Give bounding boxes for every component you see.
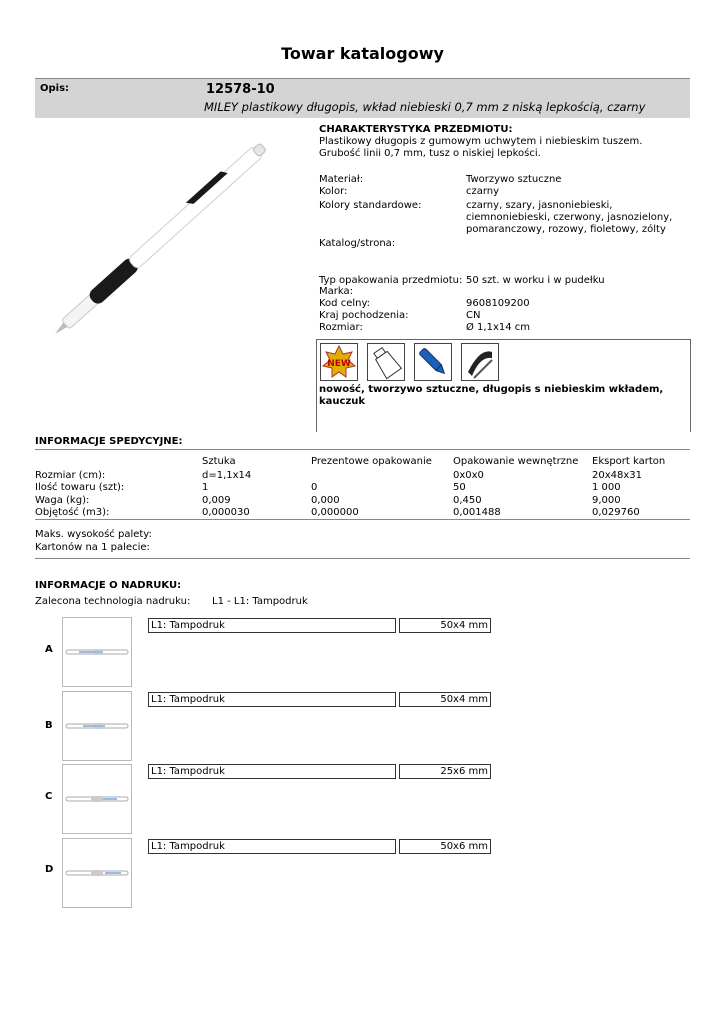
printing-heading: INFORMACJE O NADRUKU:	[35, 580, 182, 591]
table-row-label: Waga (kg):	[35, 495, 90, 506]
color-label: Kolor:	[319, 186, 348, 197]
position-letter-b: B	[45, 720, 53, 731]
page-title: Towar katalogowy	[281, 44, 444, 63]
position-letter-a: A	[45, 644, 53, 655]
column-header-export-carton: Eksport karton	[592, 456, 666, 467]
table-cell: 0,000	[311, 495, 340, 506]
color-value: czarny	[466, 186, 500, 197]
column-header-gift-pack: Prezentowe opakowanie	[311, 456, 432, 467]
table-cell: 50	[453, 482, 466, 493]
size-label: Rozmiar:	[319, 322, 363, 333]
pen-body	[128, 145, 264, 269]
position-letter-c: C	[45, 791, 53, 802]
table-row-label: Objętość (m3):	[35, 507, 110, 518]
table-cell: 0x0x0	[453, 470, 484, 481]
print-method-c: L1: Tampodruk	[148, 764, 396, 779]
size-value: Ø 1,1x14 cm	[466, 322, 531, 333]
svg-text:NEW: NEW	[327, 359, 351, 369]
shipping-heading: INFORMACJE SPEDYCYJNE:	[35, 436, 183, 447]
print-size-c: 25x6 mm	[399, 764, 491, 779]
material-label: Materiał:	[319, 174, 364, 185]
standard-colors-line-1: czarny, szary, jasnoniebieski,	[466, 200, 613, 211]
print-technology-value: L1 - L1: Tampodruk	[212, 596, 308, 607]
print-size-a: 50x4 mm	[399, 618, 491, 633]
catalog-label: Katalog/strona:	[319, 238, 396, 249]
package-type-value: 50 szt. w worku i w pudełku	[466, 275, 605, 286]
table-cell: 0,000000	[311, 507, 359, 518]
print-size-d: 50x6 mm	[399, 839, 491, 854]
print-position-thumbnail-a	[62, 617, 132, 687]
characteristics-text-1: Plastikowy długopis z gumowym uchwytem i niebieskim tuszem.	[319, 136, 643, 147]
standard-colors-line-2: ciemnoniebieski, czerwony, jasnozielony,	[466, 212, 673, 223]
product-code: 12578-10	[206, 82, 275, 97]
table-cell: 9,000	[592, 495, 621, 506]
shipping-divider	[35, 449, 690, 450]
column-header-piece: Sztuka	[202, 456, 236, 467]
shipping-table-divider	[35, 519, 690, 520]
table-cell: 0	[311, 482, 318, 493]
rubber-grip-icon	[461, 343, 499, 381]
table-cell: 0,001488	[453, 507, 501, 518]
position-letter-d: D	[45, 864, 54, 875]
characteristics-heading: CHARAKTERYSTYKA PRZEDMIOTU:	[319, 124, 513, 135]
customs-code-label: Kod celny:	[319, 298, 371, 309]
origin-label: Kraj pochodzenia:	[319, 310, 409, 321]
print-size-b: 50x4 mm	[399, 692, 491, 707]
opis-label: Opis:	[40, 83, 70, 94]
table-cell: 1 000	[592, 482, 621, 493]
standard-colors-label: Kolory standardowe:	[319, 200, 422, 211]
print-position-thumbnail-b	[62, 691, 132, 761]
characteristics-text-2: Grubość linii 0,7 mm, tusz o niskiej lepkości.	[319, 148, 541, 159]
new-badge-icon	[320, 343, 358, 381]
table-cell: 0,029760	[592, 507, 640, 518]
table-row-label: Rozmiar (cm):	[35, 470, 106, 481]
print-method-b: L1: Tampodruk	[148, 692, 396, 707]
standard-colors-line-3: pomaranczowy, rozowy, fioletowy, zólty	[466, 224, 666, 235]
blue-ink-refill-icon	[414, 343, 452, 381]
product-description: MILEY plastikowy długopis, wkład niebieski 0,7 mm z niską lepkością, czarny	[204, 100, 646, 114]
table-cell: 0,000030	[202, 507, 250, 518]
table-cell: 0,450	[453, 495, 482, 506]
brand-label: Marka:	[319, 286, 353, 297]
table-row-label: Ilość towaru (szt):	[35, 482, 125, 493]
print-method-a: L1: Tampodruk	[148, 618, 396, 633]
cartons-per-pallet-label: Kartonów na 1 palecie:	[35, 542, 150, 553]
table-cell: 1	[202, 482, 209, 493]
column-header-inner-pack: Opakowanie wewnętrzne	[453, 456, 579, 467]
print-method-d: L1: Tampodruk	[148, 839, 396, 854]
table-cell: 0,009	[202, 495, 231, 506]
material-value: Tworzywo sztuczne	[466, 174, 562, 185]
origin-value: CN	[466, 310, 481, 321]
table-cell: 20x48x31	[592, 470, 643, 481]
product-pen-image	[40, 138, 310, 348]
print-position-thumbnail-d	[62, 838, 132, 908]
customs-code-value: 9608109200	[466, 298, 530, 309]
print-technology-label: Zalecona technologia nadruku:	[35, 596, 191, 607]
table-cell: d=1,1x14	[202, 470, 252, 481]
package-type-label: Typ opakowania przedmiotu:	[319, 275, 463, 286]
pallet-height-label: Maks. wysokość palety:	[35, 529, 152, 540]
plastic-bottle-icon	[367, 343, 405, 381]
features-text-2: kauczuk	[319, 396, 366, 407]
features-text-1: nowość, tworzywo sztuczne, długopis s niebieskim wkładem,	[319, 384, 664, 395]
pallet-divider	[35, 558, 690, 559]
print-position-thumbnail-c	[62, 764, 132, 834]
